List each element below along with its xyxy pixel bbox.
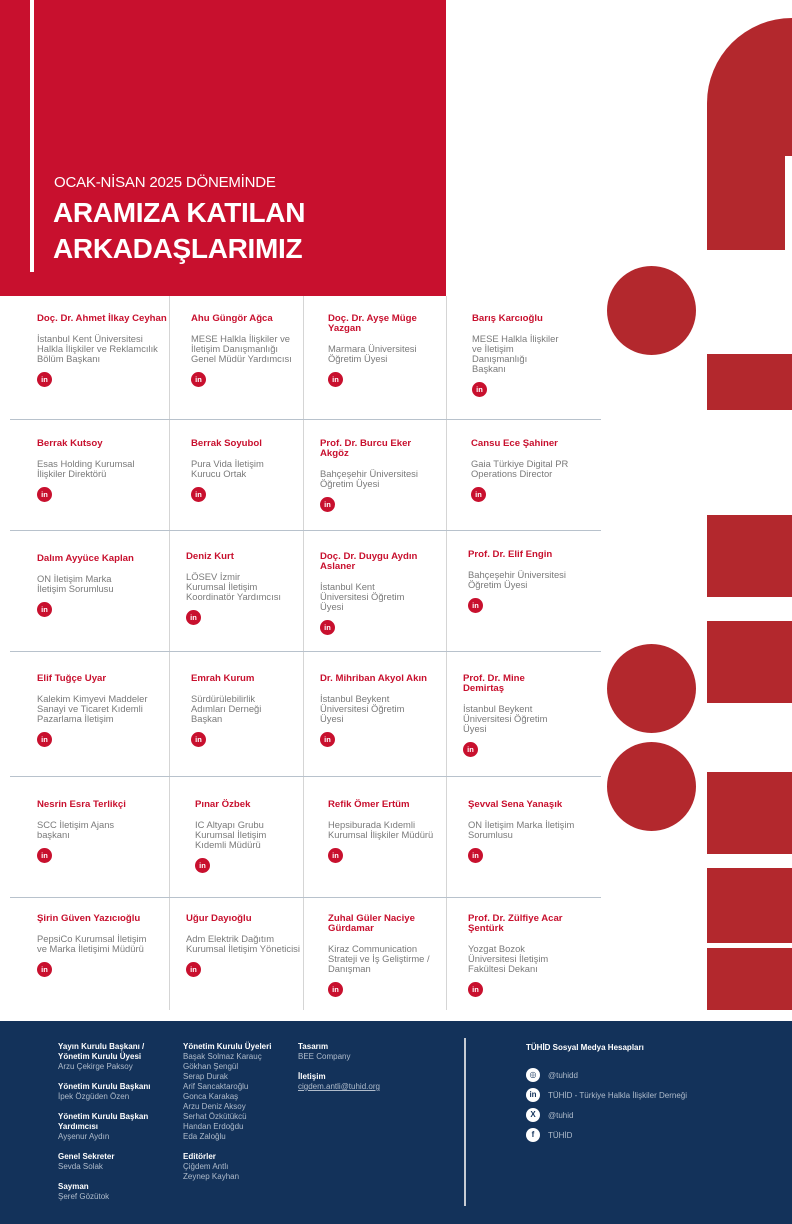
- footer-value: Ayşenur Aydın: [58, 1132, 110, 1141]
- social-title: TÜHİD Sosyal Medya Hesapları: [526, 1043, 644, 1052]
- footer-value: Gökhan Şengül: [183, 1062, 239, 1071]
- member-name: Cansu Ece Şahiner: [471, 438, 558, 449]
- linkedin-icon[interactable]: in: [191, 372, 206, 387]
- footer-label: Sayman: [58, 1182, 89, 1191]
- footer-label: Yayın Kurulu Başkanı / Yönetim Kurulu Üyesi: [58, 1042, 145, 1061]
- grid-divider: [10, 776, 601, 777]
- grid-divider: [10, 419, 601, 420]
- page-title-line-2: ARKADAŞLARIMIZ: [53, 233, 303, 264]
- page-title-line-1: ARAMIZA KATILAN: [53, 197, 306, 228]
- social-handle: TÜHİD: [548, 1130, 573, 1140]
- member-name: Prof. Dr. Mine Demirtaş: [463, 673, 525, 694]
- member-card: [37, 314, 167, 387]
- footer-value: Arif Sancaktaroğlu: [183, 1082, 249, 1091]
- decorative-arch: [707, 18, 792, 156]
- member-name: Barış Karcıoğlu: [472, 313, 543, 324]
- member-role: Pura Vida İletişim Kurucu Ortak: [191, 458, 264, 479]
- member-role: Sürdürülebilirlik Adımları Derneği Başkan: [191, 693, 262, 724]
- grid-divider: [10, 651, 601, 652]
- footer-value: Gonca Karakaş: [183, 1092, 239, 1101]
- linkedin-icon[interactable]: in: [471, 487, 486, 502]
- linkedin-icon[interactable]: in: [328, 372, 343, 387]
- header-banner: [0, 0, 446, 296]
- member-card: [471, 439, 596, 502]
- member-role: Marmara Üniversitesi Öğretim Üyesi: [328, 343, 417, 364]
- member-name: Pınar Özbek: [195, 799, 251, 810]
- member-role: Bahçeşehir Üniversitesi Öğretim Üyesi: [468, 569, 566, 590]
- footer-entry: [58, 1082, 173, 1102]
- social-link-x[interactable]: [526, 1108, 573, 1122]
- member-name: Prof. Dr. Burcu Eker Akgöz: [320, 438, 412, 459]
- decorative-rect: [707, 621, 792, 703]
- member-name: Nesrin Esra Terlikçi: [37, 799, 126, 810]
- member-name: Berrak Kutsoy: [37, 438, 103, 449]
- member-card: [186, 914, 301, 977]
- linkedin-icon[interactable]: in: [320, 497, 335, 512]
- footer-entry: [58, 1042, 173, 1072]
- linkedin-icon[interactable]: in: [472, 382, 487, 397]
- footer-column-board: [58, 1042, 173, 1212]
- linkedin-icon[interactable]: in: [468, 848, 483, 863]
- linkedin-icon[interactable]: in: [463, 742, 478, 757]
- linkedin-icon[interactable]: in: [191, 732, 206, 747]
- member-role: Kalekim Kimyevi Maddeler Sanayi ve Ticaret Kıdemli Pazarlama İletişim: [37, 693, 148, 724]
- footer-value: BEE Company: [298, 1052, 351, 1061]
- member-name: Dalım Ayyüce Kaplan: [37, 553, 134, 564]
- member-name: Doç. Dr. Ayşe Müge Yazgan: [328, 313, 417, 334]
- linkedin-icon[interactable]: in: [468, 598, 483, 613]
- member-card: [468, 800, 596, 863]
- member-role: MESE Halkla İlişkiler ve İletişim Danışmanlığı Genel Müdür Yardımcısı: [191, 333, 292, 364]
- footer-entry: [298, 1042, 448, 1062]
- decorative-circle: [607, 742, 696, 831]
- member-card: [328, 800, 440, 863]
- footer-entry: [58, 1152, 173, 1172]
- footer-label: Editörler: [183, 1152, 216, 1161]
- footer-label: Yönetim Kurulu Başkanı: [58, 1082, 151, 1091]
- member-card: [191, 674, 291, 747]
- footer-value: Serap Durak: [183, 1072, 228, 1081]
- member-card: [320, 439, 440, 512]
- member-role: Esas Holding Kurumsal İlişkiler Direktörü: [37, 458, 135, 479]
- linkedin-icon[interactable]: in: [328, 848, 343, 863]
- linkedin-icon[interactable]: in: [37, 372, 52, 387]
- footer-value: Arzu Çekirge Paksoy: [58, 1062, 133, 1071]
- social-handle: @tuhid: [548, 1110, 574, 1120]
- footer-value: İpek Özgüden Özen: [58, 1092, 130, 1101]
- member-card: [191, 439, 291, 502]
- member-card: [472, 314, 562, 397]
- member-role: Bahçeşehir Üniversitesi Öğretim Üyesi: [320, 468, 418, 489]
- linkedin-icon[interactable]: in: [328, 982, 343, 997]
- social-handle: @tuhidd: [548, 1070, 578, 1080]
- footer-value: Serhat Özkütükcü: [183, 1112, 247, 1121]
- member-role: Hepsiburada Kıdemli Kurumsal İlişkiler Müdürü: [328, 819, 434, 840]
- footer-value: Sevda Solak: [58, 1162, 103, 1171]
- member-name: Deniz Kurt: [186, 551, 234, 562]
- member-card: [186, 552, 281, 625]
- decorative-rect: [707, 868, 792, 943]
- footer-label: Yönetim Kurulu Başkan Yardımcısı: [58, 1112, 149, 1131]
- linkedin-icon[interactable]: in: [37, 732, 52, 747]
- footer: [0, 1021, 792, 1224]
- decorative-stem: [707, 150, 785, 250]
- linkedin-icon[interactable]: in: [320, 620, 335, 635]
- social-handle: TÜHİD - Türkiye Halkla İlişkiler Derneği: [548, 1090, 687, 1100]
- social-link-instagram[interactable]: [526, 1068, 578, 1082]
- social-link-facebook[interactable]: [526, 1128, 572, 1142]
- member-name: Zuhal Güler Naciye Gürdamar: [328, 913, 415, 934]
- footer-column-members: [183, 1042, 293, 1192]
- member-role: İstanbul Beykent Üniversitesi Öğretim Üyesi: [320, 693, 405, 724]
- members-grid: [10, 296, 601, 1010]
- social-link-linkedin[interactable]: [526, 1088, 687, 1102]
- member-card: [328, 914, 443, 997]
- member-role: SCC İletişim Ajans başkanı: [37, 819, 115, 840]
- linkedin-icon[interactable]: in: [37, 487, 52, 502]
- member-card: [463, 674, 563, 757]
- member-name: Prof. Dr. Elif Engin: [468, 549, 553, 560]
- grid-divider: [303, 296, 304, 1010]
- member-card: [468, 914, 573, 997]
- x-icon: X: [526, 1108, 540, 1122]
- header-kicker: OCAK-NİSAN 2025 DÖNEMİNDE: [54, 174, 276, 191]
- member-role: Adm Elektrik Dağıtım Kurumsal İletişim Yöneticisi: [186, 933, 300, 954]
- footer-value: Çiğdem Antlı: [183, 1162, 229, 1171]
- member-role: Yozgat Bozok Üniversitesi İletişim Fakültesi Dekanı: [468, 943, 549, 974]
- footer-value: Handan Erdoğdu: [183, 1122, 244, 1131]
- decorative-rect: [707, 515, 792, 597]
- member-card: [320, 552, 420, 635]
- member-name: Elif Tuğçe Uyar: [37, 673, 107, 684]
- member-card: [328, 314, 440, 387]
- linkedin-icon[interactable]: in: [37, 602, 52, 617]
- decorative-circle: [607, 266, 696, 355]
- linkedin-icon[interactable]: in: [191, 487, 206, 502]
- facebook-icon: f: [526, 1128, 540, 1142]
- member-card: [37, 674, 169, 747]
- member-card: [468, 550, 596, 613]
- member-role: İstanbul Kent Üniversitesi Öğretim Üyesi: [320, 581, 405, 612]
- footer-label: İletişim: [298, 1072, 326, 1081]
- member-name: Şevval Sena Yanaşık: [468, 799, 563, 810]
- grid-divider: [10, 897, 601, 898]
- footer-label: Genel Sekreter: [58, 1152, 115, 1161]
- linkedin-icon[interactable]: in: [37, 962, 52, 977]
- member-card: [37, 439, 137, 502]
- member-role: Gaia Türkiye Digital PR Operations Director: [471, 458, 569, 479]
- linkedin-icon: in: [526, 1088, 540, 1102]
- footer-value: Eda Zaloğlu: [183, 1132, 226, 1141]
- decorative-circle: [607, 644, 696, 733]
- footer-entry: [298, 1072, 448, 1092]
- member-role: LÖSEV İzmir Kurumsal İletişim Koordinatör Yardımcısı: [186, 571, 282, 602]
- member-role: PepsiCo Kurumsal İletişim ve Marka İletişimi Müdürü: [37, 933, 147, 954]
- footer-entry: [183, 1152, 293, 1182]
- footer-value: Başak Solmaz Karauç: [183, 1052, 262, 1061]
- member-role: MESE Halkla İlişkiler ve İletişim Danışmanlığı Başkanı: [472, 333, 559, 374]
- footer-label: Yönetim Kurulu Üyeleri: [183, 1042, 272, 1051]
- member-role: ON İletişim Marka İletişim Sorumlusu: [37, 573, 114, 594]
- decorative-rect: [707, 354, 792, 410]
- decorative-rect: [707, 948, 792, 1010]
- linkedin-icon[interactable]: in: [320, 732, 335, 747]
- member-role: ON İletişim Marka İletişim Sorumlusu: [468, 819, 575, 840]
- footer-entry: [58, 1112, 173, 1142]
- member-name: Şirin Güven Yazıcıoğlu: [37, 913, 141, 924]
- member-card: [37, 800, 147, 863]
- contact-email-link[interactable]: cigdem.antli@tuhid.org: [298, 1082, 380, 1091]
- instagram-icon: ◎: [526, 1068, 540, 1082]
- footer-divider: [464, 1038, 466, 1206]
- linkedin-icon[interactable]: in: [468, 982, 483, 997]
- member-name: Doç. Dr. Ahmet İlkay Ceyhan: [37, 313, 167, 324]
- footer-value: Arzu Deniz Aksoy: [183, 1102, 246, 1111]
- footer-column-credits: [298, 1042, 448, 1102]
- linkedin-icon[interactable]: in: [186, 962, 201, 977]
- member-card: [37, 914, 157, 977]
- footer-value: Şeref Gözütok: [58, 1192, 110, 1201]
- member-card: [191, 314, 299, 387]
- grid-divider: [169, 296, 170, 1010]
- footer-entry: [58, 1182, 173, 1202]
- member-name: Berrak Soyubol: [191, 438, 262, 449]
- header-accent-bar: [30, 0, 34, 272]
- footer-entry: [183, 1042, 293, 1142]
- member-card: [320, 674, 430, 747]
- grid-divider: [446, 296, 447, 1010]
- linkedin-icon[interactable]: in: [37, 848, 52, 863]
- footer-value: Zeynep Kayhan: [183, 1172, 240, 1181]
- member-role: IC Altyapı Grubu Kurumsal İletişim Kıdemli Müdürü: [195, 819, 267, 850]
- member-name: Uğur Dayıoğlu: [186, 913, 252, 924]
- linkedin-icon[interactable]: in: [195, 858, 210, 873]
- member-name: Dr. Mihriban Akyol Akın: [320, 673, 427, 684]
- member-role: Kiraz Communication Strateji ve İş Geliştirme / Danışman: [328, 943, 430, 974]
- member-name: Emrah Kurum: [191, 673, 255, 684]
- decorative-rect: [707, 772, 792, 854]
- member-name: Prof. Dr. Zülfiye Acar Şentürk: [468, 913, 563, 934]
- grid-divider: [10, 530, 601, 531]
- member-card: [37, 554, 142, 617]
- linkedin-icon[interactable]: in: [186, 610, 201, 625]
- member-card: [195, 800, 295, 873]
- member-name: Refik Ömer Ertüm: [328, 799, 410, 810]
- member-role: İstanbul Kent Üniversitesi Halkla İlişkiler ve Reklamcılık Bölüm Başkanı: [37, 333, 158, 364]
- footer-label: Tasarım: [298, 1042, 329, 1051]
- member-name: Doç. Dr. Duygu Aydın Aslaner: [320, 551, 418, 572]
- member-role: İstanbul Beykent Üniversitesi Öğretim Üyesi: [463, 703, 548, 734]
- member-name: Ahu Güngör Ağca: [191, 313, 273, 324]
